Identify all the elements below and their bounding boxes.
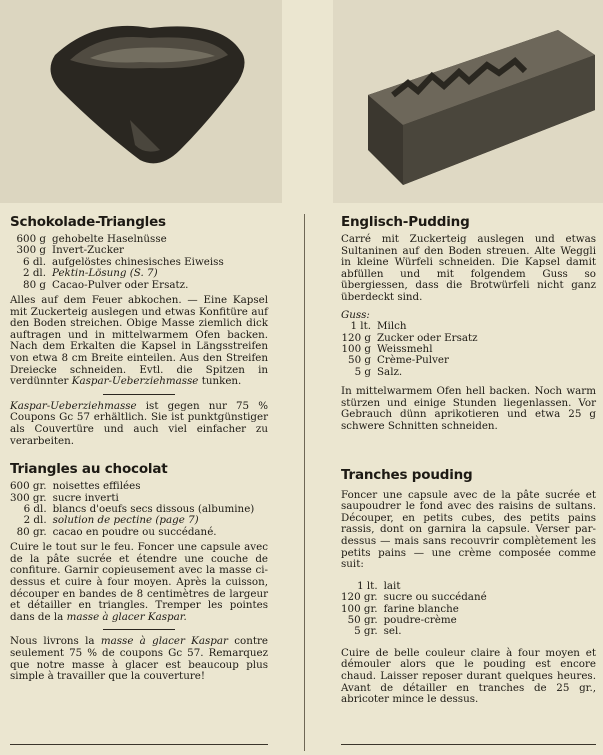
ingredient-row: 5 g Salz. <box>354 365 403 378</box>
method-text-fr: Cuire le tout sur le feu. Foncer une capsule avec de la pâte sucrée et étendre une couche de confiture. Garnir copieusement avec la masse ci-dessus et cuire à four moyen. Après la cuisson, découper en bandes de 8 centimètres de largeur et détailler en triangles. Tremper les pointes dans de la masse à glacer Kaspar. <box>10 541 268 623</box>
ingredient-row: 6 dl. blancs d'oeufs secs dissous (albumine) <box>23 502 255 515</box>
baking-text-fr: Cuire de belle couleur claire à four moyen et démouler alors que le pouding est encore chaud. Laisser reposer durant quelques heures. Avant de détailler en tranches de 25 gr., abricoter mince le dessus. <box>341 646 596 706</box>
ingredient-row: 100 gr. farine blanche <box>341 602 459 615</box>
ingredient-row: 2 dl. solution de pectine (page 7) <box>23 514 199 527</box>
method-text-de: Alles auf dem Feuer abkochen. — Eine Kapsel mit Zuckerteig auslegen und etwas Konfitüre auf den Boden streichen. Obige Masse ziemlich dick auftragen und in mittelwarmem Ofen backen. Nach dem Erkalten die Kapsel in Längsstreifen von etwa 8 cm Breite einteilen. Aus den Streifen Dreiecke schneiden. Evtl. die Spitzen in verdünnter Kaspar-Ueberziehmasse tunken. <box>10 294 268 388</box>
ingredient-list-de <box>10 234 224 291</box>
ingredient-row: 120 g Zucker oder Ersatz <box>341 331 478 344</box>
ingredient-row: 120 gr. sucre ou succédané <box>341 591 487 604</box>
ingredient-row: 5 gr. sel. <box>354 625 402 638</box>
ingredient-row: 80 g Cacao-Pulver oder Ersatz. <box>23 278 189 291</box>
baking-text-de: In mittelwarmem Ofen hell backen. Noch warm stürzen und einige Stunden liegenlassen. Vor Gebrauch dünn aprikotieren und etwa 25 g schwere Schnitten schneiden. <box>341 385 596 432</box>
ingredient-list-fr <box>10 481 254 538</box>
ingredient-row: 600 g gehobelte Haselnüsse <box>16 233 167 245</box>
ingredient-row: 6 dl. aufgelöstes chinesisches Eiweiss <box>23 255 224 268</box>
ingredient-row: 2 dl. Pektin-Lösung (S. 7) <box>23 267 158 280</box>
ingredient-list-de <box>341 321 478 378</box>
method-text-de: Carré mit Zuckerteig auslegen und etwas Sultaninen auf den Boden streuen. Alte Weggli in kleine Würfeli schneiden. Die Kapsel damit abfüllen und mit folgendem Guss so übergiessen, dass die Brotwürfeli nicht ganz überdeckt sind. <box>341 233 596 303</box>
ingredient-row: 50 gr. poudre-crème <box>347 613 457 626</box>
bottom-rule-left <box>10 744 268 745</box>
english-pudding-photo <box>333 0 603 203</box>
left-column <box>10 214 268 683</box>
ingredient-row: 1 lt. Milch <box>350 320 407 333</box>
ingredient-row: 300 g Invert-Zucker <box>16 244 124 257</box>
ingredient-row: 1 lt. lait <box>357 579 401 592</box>
recipe-title-fr: Tranches pouding <box>341 466 473 483</box>
ingredient-row: 300 gr. sucre inverti <box>10 491 119 504</box>
method-text-fr: Foncer une capsule avec de la pâte sucrée et saupoudrer le fond avec des raisins de sultans. Découper, en petits cubes, des petits pains rassis, dont on garnira la capsule. Verser par-dessus — mais sans recouvrir complètement les petits pains — une crème composée comme suit: <box>341 488 596 571</box>
bottom-rule-right <box>341 744 596 745</box>
ingredient-list-fr <box>341 581 487 638</box>
ingredient-row: 600 gr. noisettes effilées <box>10 480 141 493</box>
right-column <box>341 214 596 706</box>
recipe-title-de: Schokolade-Triangles <box>10 214 166 230</box>
subheading-guss: Guss: <box>341 308 370 321</box>
recipe-title-fr: Triangles au chocolat <box>10 461 168 478</box>
column-divider <box>304 214 305 751</box>
ingredient-row: 50 g Crème-Pulver <box>348 354 449 367</box>
note-fr: Nous livrons la masse à glacer Kaspar contre seulement 75 % de coupons Gc 57. Remarquez que notre masse à glacer est beaucoup plus simple à travailler que la couverture! <box>10 635 268 683</box>
ingredient-row: 100 g Weissmehl <box>341 342 433 355</box>
separator <box>103 394 175 395</box>
ingredient-row: 80 gr. cacao en poudre ou succédané. <box>16 525 217 538</box>
separator <box>103 629 175 630</box>
note-de: Kaspar-Ueberziehmasse ist gegen nur 75 % Coupons Gc 57 erhältlich. Sie ist punktgünstiger als Couvertüre und auch viel einfacher zu verarbeiten. <box>10 399 268 447</box>
chocolate-triangle-photo <box>0 0 282 203</box>
recipe-title-de: Englisch-Pudding <box>341 214 470 230</box>
